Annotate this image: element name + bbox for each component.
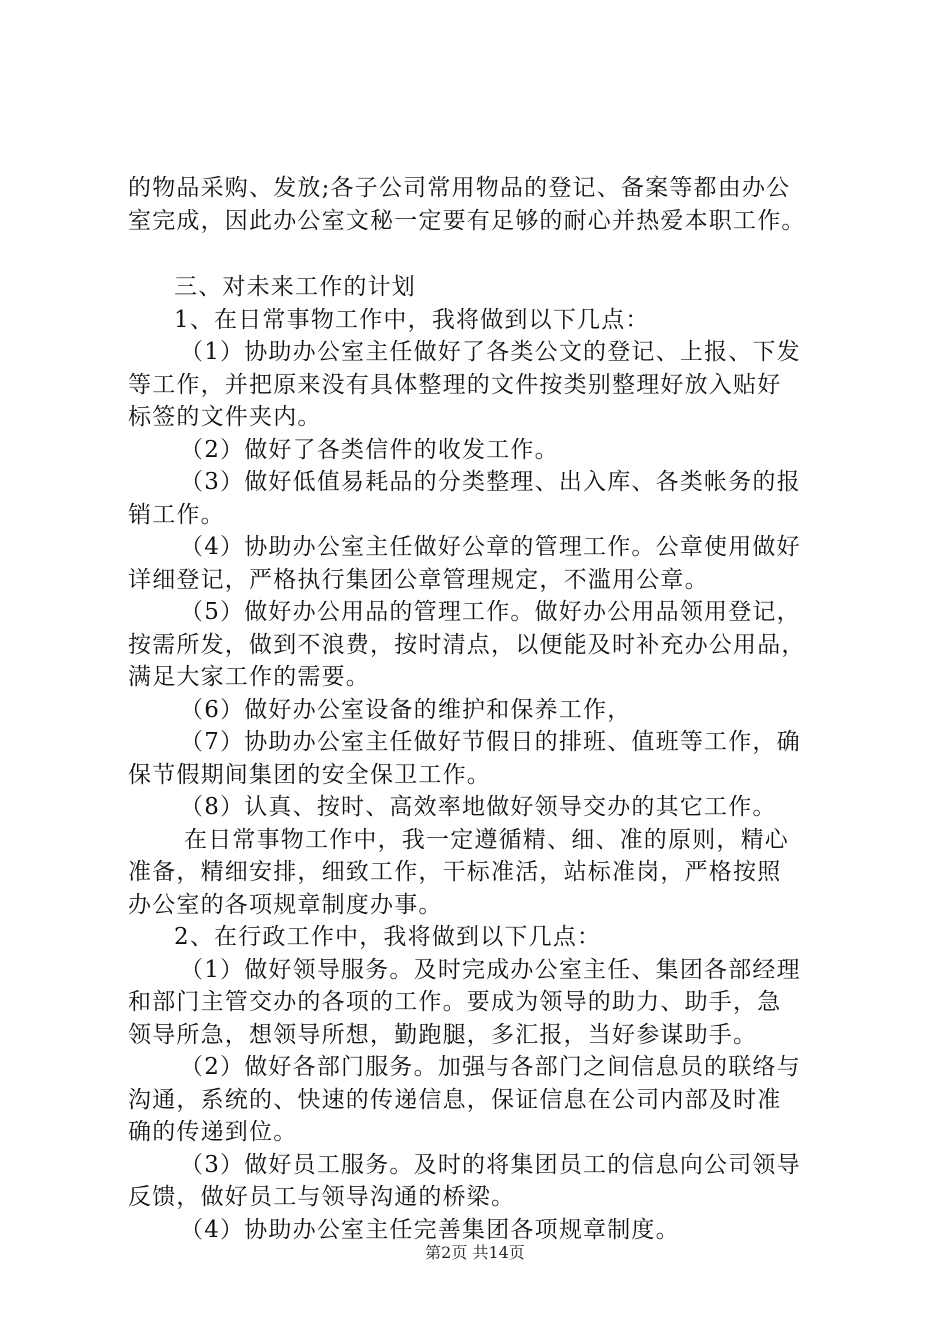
paragraph-line: （4）协助办公室主任完善集团各项规章制度。 <box>180 1216 680 1243</box>
paragraph-line: 反馈，做好员工与领导沟通的桥梁。 <box>128 1184 516 1210</box>
paragraph-line: 室完成，因此办公室文秘一定要有足够的耐心并热爱本职工作。 <box>128 207 806 234</box>
paragraph-line: 详细登记，严格执行集团公章管理规定，不滥用公章。 <box>128 566 709 593</box>
paragraph-line: 满足大家工作的需要。 <box>128 664 370 690</box>
document-body <box>128 172 840 1246</box>
paragraph-line: 在日常事物工作中，我一定遵循精、细、准的原则，精心 <box>184 826 789 853</box>
paragraph-line: 保节假期间集团的安全保卫工作。 <box>128 761 491 788</box>
paragraph-line: （1）协助办公室主任做好了各类公文的登记、上报、下发 <box>180 339 801 365</box>
paragraph-line: （8）认真、按时、高效率地做好领导交办的其它工作。 <box>180 794 777 820</box>
paragraph-line: （2）做好了各类信件的收发工作。 <box>180 436 559 463</box>
paragraph-line: 确的传递到位。 <box>128 1119 298 1145</box>
paragraph-line: 沟通，系统的、快速的传递信息，保证信息在公司内部及时准 <box>128 1086 782 1113</box>
section-heading: 三、对未来工作的计划 <box>174 274 416 300</box>
paragraph-line: （3）做好员工服务。及时的将集团员工的信息向公司领导 <box>180 1151 801 1178</box>
paragraph-line: （5）做好办公用品的管理工作。做好办公用品领用登记， <box>180 599 801 625</box>
paragraph-line: （1）做好领导服务。及时完成办公室主任、集团各部经理 <box>180 956 801 983</box>
paragraph-line: 按需所发，做到不浪费，按时清点，以便能及时补充办公用品， <box>128 631 806 658</box>
paragraph-line: 领导所急，想领导所想，勤跑腿，多汇报，当好参谋助手。 <box>128 1021 758 1048</box>
paragraph-line: 准备，精细安排，细致工作，干标准活，站标准岗，严格按照 <box>128 859 782 885</box>
paragraph-line: （2）做好各部门服务。加强与各部门之间信息员的联络与 <box>180 1054 801 1080</box>
subsection-heading: 1、在日常事物工作中，我将做到以下几点： <box>174 306 650 333</box>
paragraph-line: （7）协助办公室主任做好节假日的排班、值班等工作，确 <box>180 729 801 755</box>
paragraph-line: 和部门主管交办的各项的工作。要成为领导的助力、助手，急 <box>128 989 782 1015</box>
paragraph-gap <box>128 237 840 271</box>
page-number-footer: 第2页 共14页 <box>425 1243 525 1262</box>
paragraph-line: 的物品采购、发放;各子公司常用物品的登记、备案等都由办公 <box>128 175 791 201</box>
paragraph-line: （4）协助办公室主任做好公章的管理工作。公章使用做好 <box>180 534 801 560</box>
paragraph-line: 等工作，并把原来没有具体整理的文件按类别整理好放入贴好 <box>128 371 782 398</box>
paragraph-line: 标签的文件夹内。 <box>128 404 322 430</box>
paragraph-line: 办公室的各项规章制度办事。 <box>128 891 443 918</box>
subsection-heading: 2、在行政工作中，我将做到以下几点： <box>174 924 602 950</box>
paragraph-line: （6）做好办公室设备的维护和保养工作， <box>180 696 632 723</box>
paragraph-line: （3）做好低值易耗品的分类整理、出入库、各类帐务的报 <box>180 469 801 495</box>
paragraph-line: 销工作。 <box>128 501 225 528</box>
